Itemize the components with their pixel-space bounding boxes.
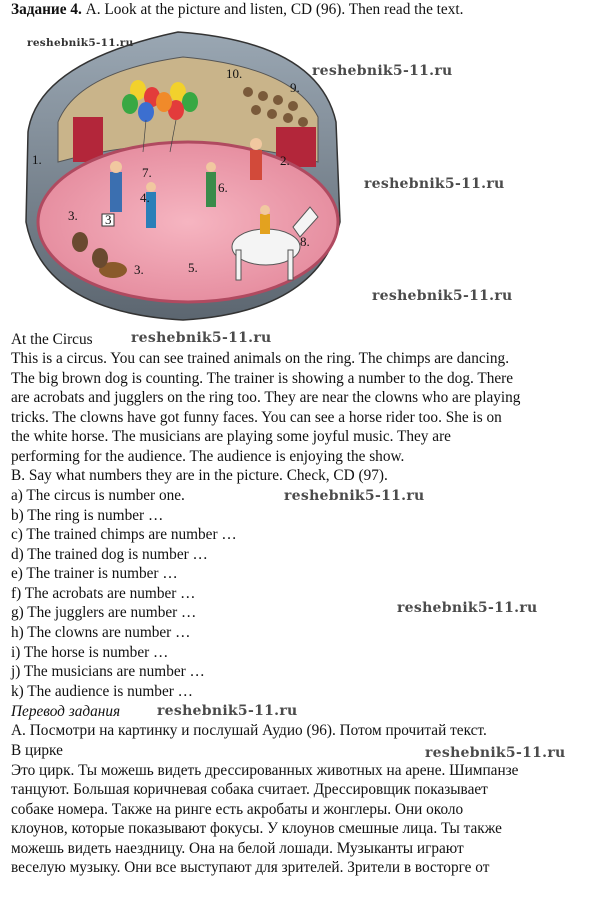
picture-label-2: 2. (280, 153, 290, 168)
answer-item: d) The trained dog is number … (11, 546, 208, 563)
translation-line: клоунов, которые показывают фокусы. У клоунов смешные лица. Ты также (11, 820, 502, 837)
answer-item: h) The clowns are number … (11, 624, 191, 641)
task-text: A. Look at the picture and listen, CD (96). Then read the text. (85, 1, 464, 18)
text-title: At the Circus (11, 331, 93, 348)
juggler-figure (206, 172, 216, 207)
text-line: The big brown dog is counting. The trainer is showing a number to the dog. There (11, 370, 514, 387)
watermark: reshebnik5-11.ru (397, 600, 538, 616)
text-line: This is a circus. You can see trained animals on the ring. The chimps are dancing. (11, 350, 510, 367)
translation-title: В цирке (11, 742, 63, 759)
translation-line: можешь видеть наездницу. Она на белой лошади. Музыканты играют (11, 840, 464, 857)
circus-picture (18, 22, 348, 322)
picture-label-3a: 3. (68, 208, 78, 223)
task-header (11, 0, 463, 19)
picture-label-8: 8. (300, 234, 310, 249)
answer-item: g) The jugglers are number … (11, 604, 197, 621)
text-line: are acrobats and jugglers on the ring too. They are near the clowns who are playing (11, 389, 521, 406)
watermark: reshebnik5-11.ru (312, 63, 453, 79)
picture-label-3b: 3. (134, 262, 144, 277)
answer-item: f) The acrobats are number … (11, 585, 196, 602)
number-sign-label: 3 (105, 212, 112, 227)
text-line: tricks. The clowns have got funny faces. You can see a horse rider too. She is on (11, 409, 502, 426)
translation-task-a: А. Посмотри на картинку и послушай Аудио (96). Потом прочитай текст. (11, 722, 487, 739)
translation-line: танцуют. Большая коричневая собака считает. Дрессировщик показывает (11, 781, 488, 798)
task-b: B. Say what numbers they are in the picture. Check, CD (97). (11, 467, 388, 484)
curtain-left (73, 117, 103, 162)
translation-heading: Перевод задания (11, 703, 121, 720)
picture-label-7: 7. (142, 165, 152, 180)
horse-rider-figure (260, 214, 270, 234)
answer-item: c) The trained chimps are number … (11, 526, 237, 543)
answer-item: e) The trainer is number … (11, 565, 178, 582)
task-label: Задание 4. (11, 1, 82, 18)
picture-label-9: 9. (290, 80, 300, 95)
answer-item: k) The audience is number … (11, 683, 193, 700)
answer-item: a) The circus is number one. (11, 487, 185, 504)
answer-item: i) The horse is number … (11, 644, 169, 661)
watermark: reshebnik5-11.ru (284, 488, 425, 504)
clown-figure (250, 150, 262, 180)
answer-item: j) The musicians are number … (11, 663, 205, 680)
watermark: reshebnik5-11.ru (131, 330, 272, 346)
answer-item: b) The ring is number … (11, 507, 164, 524)
watermark: reshebnik5-11.ru (27, 37, 134, 49)
translation-line: Это цирк. Ты можешь видеть дрессированных животных на арене. Шимпанзе (11, 762, 519, 779)
chimp-figure (72, 232, 88, 252)
picture-label-4: 4. (140, 190, 150, 205)
text-line: performing for the audience. The audience is enjoying the show. (11, 448, 405, 465)
picture-label-1: 1. (32, 152, 42, 167)
picture-label-10: 10. (226, 66, 243, 81)
picture-label-6: 6. (218, 180, 228, 195)
text-line: the white horse. The musicians are playing some joyful music. They are (11, 428, 451, 445)
watermark: reshebnik5-11.ru (425, 745, 566, 761)
watermark: reshebnik5-11.ru (157, 703, 298, 719)
translation-line: собаке номера. Также на ринге есть акробаты и жонглеры. Они около (11, 801, 464, 818)
translation-line: веселую музыку. Они все выступают для зрителей. Зрители в восторге от (11, 859, 490, 876)
watermark: reshebnik5-11.ru (372, 288, 513, 304)
picture-label-5: 5. (188, 260, 198, 275)
watermark: reshebnik5-11.ru (364, 176, 505, 192)
trainer-figure (110, 172, 122, 212)
